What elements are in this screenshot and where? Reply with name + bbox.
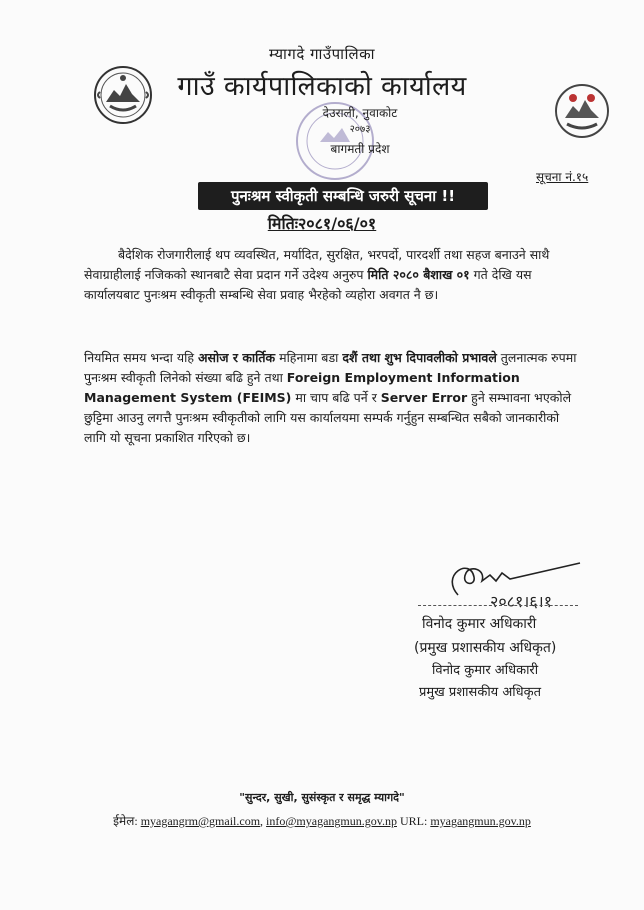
email-link-2[interactable]: info@myagangmun.gov.np — [266, 814, 397, 828]
notice-title: पुनःश्रम स्वीकृती सम्बन्धि जरुरी सूचना !! — [230, 187, 456, 205]
signer-name-handwritten: विनोद कुमार अधिकारी — [422, 616, 537, 632]
p2-bold-feims: Foreign Employment Information Management System (FEIMS) — [84, 370, 520, 405]
notice-date-line — [0, 212, 644, 234]
signer-title-handwritten: (प्रमुख प्रशासकीय अधिकृत) — [414, 640, 557, 656]
signature-line — [418, 605, 578, 606]
p1-text-2: गते देखि यस कार्यालयबाट पुनःश्रम स्वीकृती सम्बन्धि सेवा प्रवाह भैरहेको व्यहोरा अवगत नै छ। — [84, 267, 532, 302]
body-paragraph-2 — [84, 348, 584, 448]
signature-icon — [430, 555, 590, 615]
signature-date: २०८१।६।१ — [490, 592, 553, 611]
p2-bold-months: असोज र कार्तिक — [197, 350, 276, 365]
footer-motto: "सुन्दर, सुखी, सुसंस्कृत र समृद्ध म्यागदे" — [239, 791, 405, 804]
email-label: ईमेल: — [113, 814, 138, 828]
municipality-name: म्यागदे गाउँपालिका — [268, 45, 376, 63]
p1-bold-date: मिति २०८० बैशाख ०१ — [367, 267, 470, 282]
footer-contact: ईमेल: myagangrm@gmail.com, info@myagangmun.gov.np URL: myagangmun.gov.np — [113, 814, 531, 828]
p2-text-5: हुने सम्भावना भएकोले छुट्टिमा आउनु लगत्तै पुनःश्रम स्वीकृतीको लागि यस कार्यालयमा सम्पर्क गर्नुहुन सम्बन्धित सबैको जानकारीको लागि यो सूचना प्रकाशित गरिएको छ। — [84, 390, 572, 445]
stamp-year: २०७३ — [349, 124, 371, 135]
p2-bold-server-error: Server Error — [380, 390, 468, 405]
p2-text-4: मा चाप बढि पर्ने र — [291, 390, 381, 405]
url-label: URL: — [399, 814, 428, 828]
province-name: बागमती प्रदेश — [330, 142, 390, 156]
email-link-1[interactable]: myagangrm@gmail.com — [140, 814, 261, 828]
p2-bold-festival: दशैं तथा शुभ दिपावलीको प्रभावले — [342, 350, 497, 365]
p1-text-1: बैदेशिक रोजगारीलाई थप व्यवस्थित, मर्यादित, सुरक्षित, भरपर्दो, पारदर्शी तथा सहज बनाउने साथै सेवाग्राहीलाई नजिकको स्थानबाटै सेवा प्रदान गर्ने उदेश्य अनुरुप — [84, 247, 550, 282]
website-link[interactable]: myagangmun.gov.np — [430, 814, 531, 828]
p2-text-3: तुलनात्मक रुपमा पुनःश्रम स्वीकृती लिनेको संख्या बढि हुने तथा — [84, 350, 577, 385]
body-paragraph-1 — [84, 245, 584, 305]
p2-text-1: नियमित समय भन्दा यहि — [84, 350, 198, 365]
signer-title-stamp: प्रमुख प्रशासकीय अधिकृत — [419, 685, 542, 700]
notice-date: मितिः२०८१/०६/०१ — [267, 214, 377, 233]
signer-name-stamp: विनोद कुमार अधिकारी — [432, 663, 539, 678]
notice-number: सूचना नं.१५ — [536, 170, 589, 184]
office-address: देउराली, नुवाकोट — [322, 106, 398, 120]
office-name: गाउँ कार्यपालिकाको कार्यालय — [177, 71, 467, 102]
notice-title-box — [198, 182, 488, 210]
p2-text-2: महिनामा बडा — [275, 350, 343, 365]
